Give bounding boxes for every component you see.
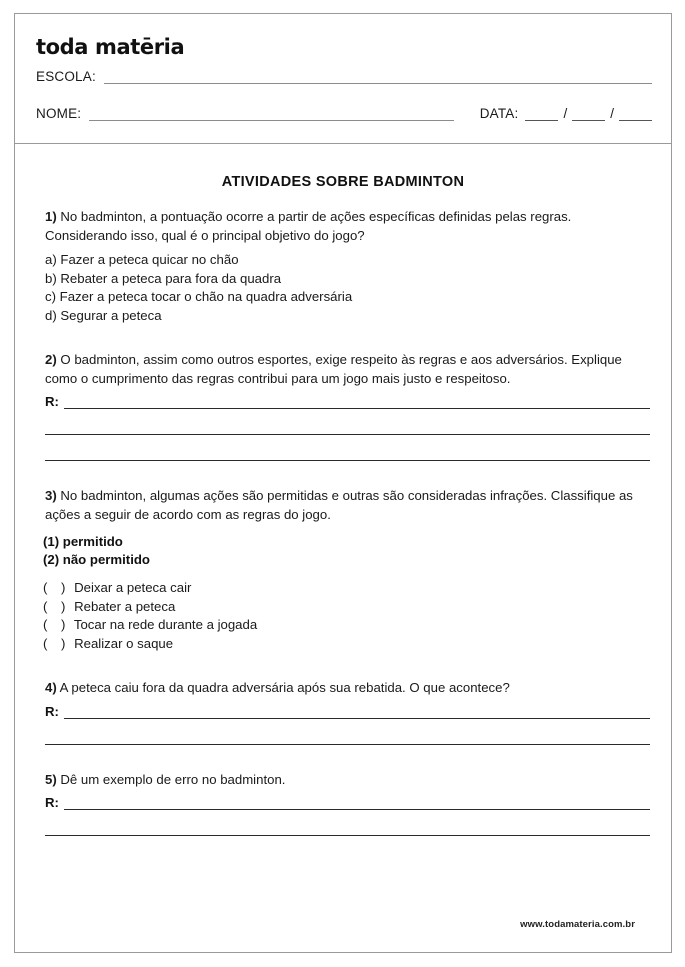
classify-item-1[interactable] (43, 579, 649, 598)
question-4-answer-tag: R: (45, 703, 59, 719)
legend-item-permitido: (1) permitido (43, 534, 123, 549)
school-label: ESCOLA: (36, 69, 96, 84)
question-4-number: 4) (45, 680, 57, 695)
question-3-body: No badminton, algumas ações são permitidas e outras são consideradas infrações. Classifique as ações a seguir de acordo com as regras do jogo. (45, 488, 633, 522)
classify-label-2: Rebater a peteca (70, 598, 176, 614)
question-5-text (37, 771, 649, 790)
classify-blank-4[interactable]: ( ) (43, 635, 71, 651)
page-title: ATIVIDADES SOBRE BADMINTON (221, 174, 465, 190)
question-2-answer-line-1[interactable] (64, 397, 650, 409)
question-3-items (37, 579, 649, 653)
classify-item-3[interactable] (43, 616, 649, 635)
name-input-rule[interactable] (89, 108, 453, 121)
question-4-answer-line-2[interactable] (45, 719, 650, 745)
classify-label-4: Realizar o saque (70, 635, 174, 651)
legend-item-nao-permitido: (2) não permitido (43, 552, 150, 567)
classify-blank-3[interactable]: ( ) (43, 617, 71, 632)
question-2-text (37, 351, 649, 388)
option-d[interactable]: d) Segurar a peteca (45, 307, 162, 323)
option-c[interactable]: c) Fazer a peteca tocar o chão na quadra adversária (45, 289, 353, 304)
question-4 (37, 679, 649, 745)
classify-blank-1[interactable]: ( ) (43, 580, 71, 595)
option-a[interactable]: a) Fazer a peteca quicar no chão (45, 252, 239, 267)
question-1 (37, 208, 649, 325)
classify-blank-2[interactable]: ( ) (43, 598, 71, 614)
question-2-answer-area (37, 395, 649, 461)
date-field-group (454, 107, 652, 121)
question-1-options (37, 251, 649, 325)
date-separator-2: / (610, 106, 614, 121)
question-4-text (37, 679, 649, 698)
school-field-row (36, 70, 652, 84)
question-5-body: Dê um exemplo de erro no badminton. (56, 771, 286, 787)
question-5-answer-line-1[interactable] (64, 798, 650, 810)
worksheet-body (15, 174, 671, 836)
question-4-answer-row-1 (45, 705, 650, 719)
question-3-text (37, 487, 649, 524)
question-2-body: O badminton, assim como outros esportes, exige respeito às regras e aos adversários. Explique como o cumprimento das regras contribui para um jogo mais justo e respeitoso. (45, 352, 622, 386)
date-month-blank[interactable] (572, 109, 605, 121)
school-input-rule[interactable] (104, 71, 652, 84)
footer-website-url: www.todamateria.com.br (520, 919, 635, 930)
classify-item-2[interactable] (43, 598, 649, 617)
brand-logo: toda matēria (36, 35, 185, 59)
question-4-answer-line-1[interactable] (64, 707, 650, 719)
date-separator-1: / (563, 106, 568, 121)
option-b[interactable]: b) Rebater a peteca para fora da quadra (45, 270, 282, 286)
question-3 (37, 487, 649, 653)
question-5-answer-row-1 (45, 796, 650, 810)
worksheet-header (15, 14, 671, 144)
classify-item-4[interactable] (43, 635, 649, 654)
question-1-text (37, 208, 649, 245)
question-4-answer-area (37, 705, 649, 745)
name-label: NOME: (36, 106, 82, 121)
question-2 (37, 351, 649, 461)
name-date-field-row (36, 107, 652, 121)
question-5-answer-tag: R: (45, 795, 59, 810)
classify-label-3: Tocar na rede durante a jogada (70, 617, 258, 632)
date-day-blank[interactable] (525, 109, 558, 121)
question-5-number: 5) (45, 771, 57, 787)
question-5-answer-line-2[interactable] (45, 810, 650, 836)
date-label: DATA: (479, 106, 519, 121)
question-1-body: No badminton, a pontuação ocorre a partir de ações específicas definidas pelas regras. Considerando isso, qual é o principal objetivo do jogo? (45, 209, 572, 243)
question-5-answer-area (37, 796, 649, 836)
question-1-number: 1) (45, 209, 57, 224)
question-4-body: A peteca caiu fora da quadra adversária após sua rebatida. O que acontece? (56, 680, 510, 695)
question-2-answer-tag: R: (45, 394, 59, 409)
question-2-number: 2) (45, 352, 57, 367)
question-2-answer-row-1 (45, 395, 650, 409)
worksheet-page (14, 13, 672, 953)
question-5 (37, 771, 649, 837)
question-3-legend (37, 533, 649, 569)
question-3-number: 3) (45, 488, 57, 503)
classify-label-1: Deixar a peteca cair (70, 580, 192, 595)
question-2-answer-line-3[interactable] (45, 435, 650, 461)
question-2-answer-line-2[interactable] (45, 409, 650, 435)
date-year-blank[interactable] (619, 109, 652, 121)
